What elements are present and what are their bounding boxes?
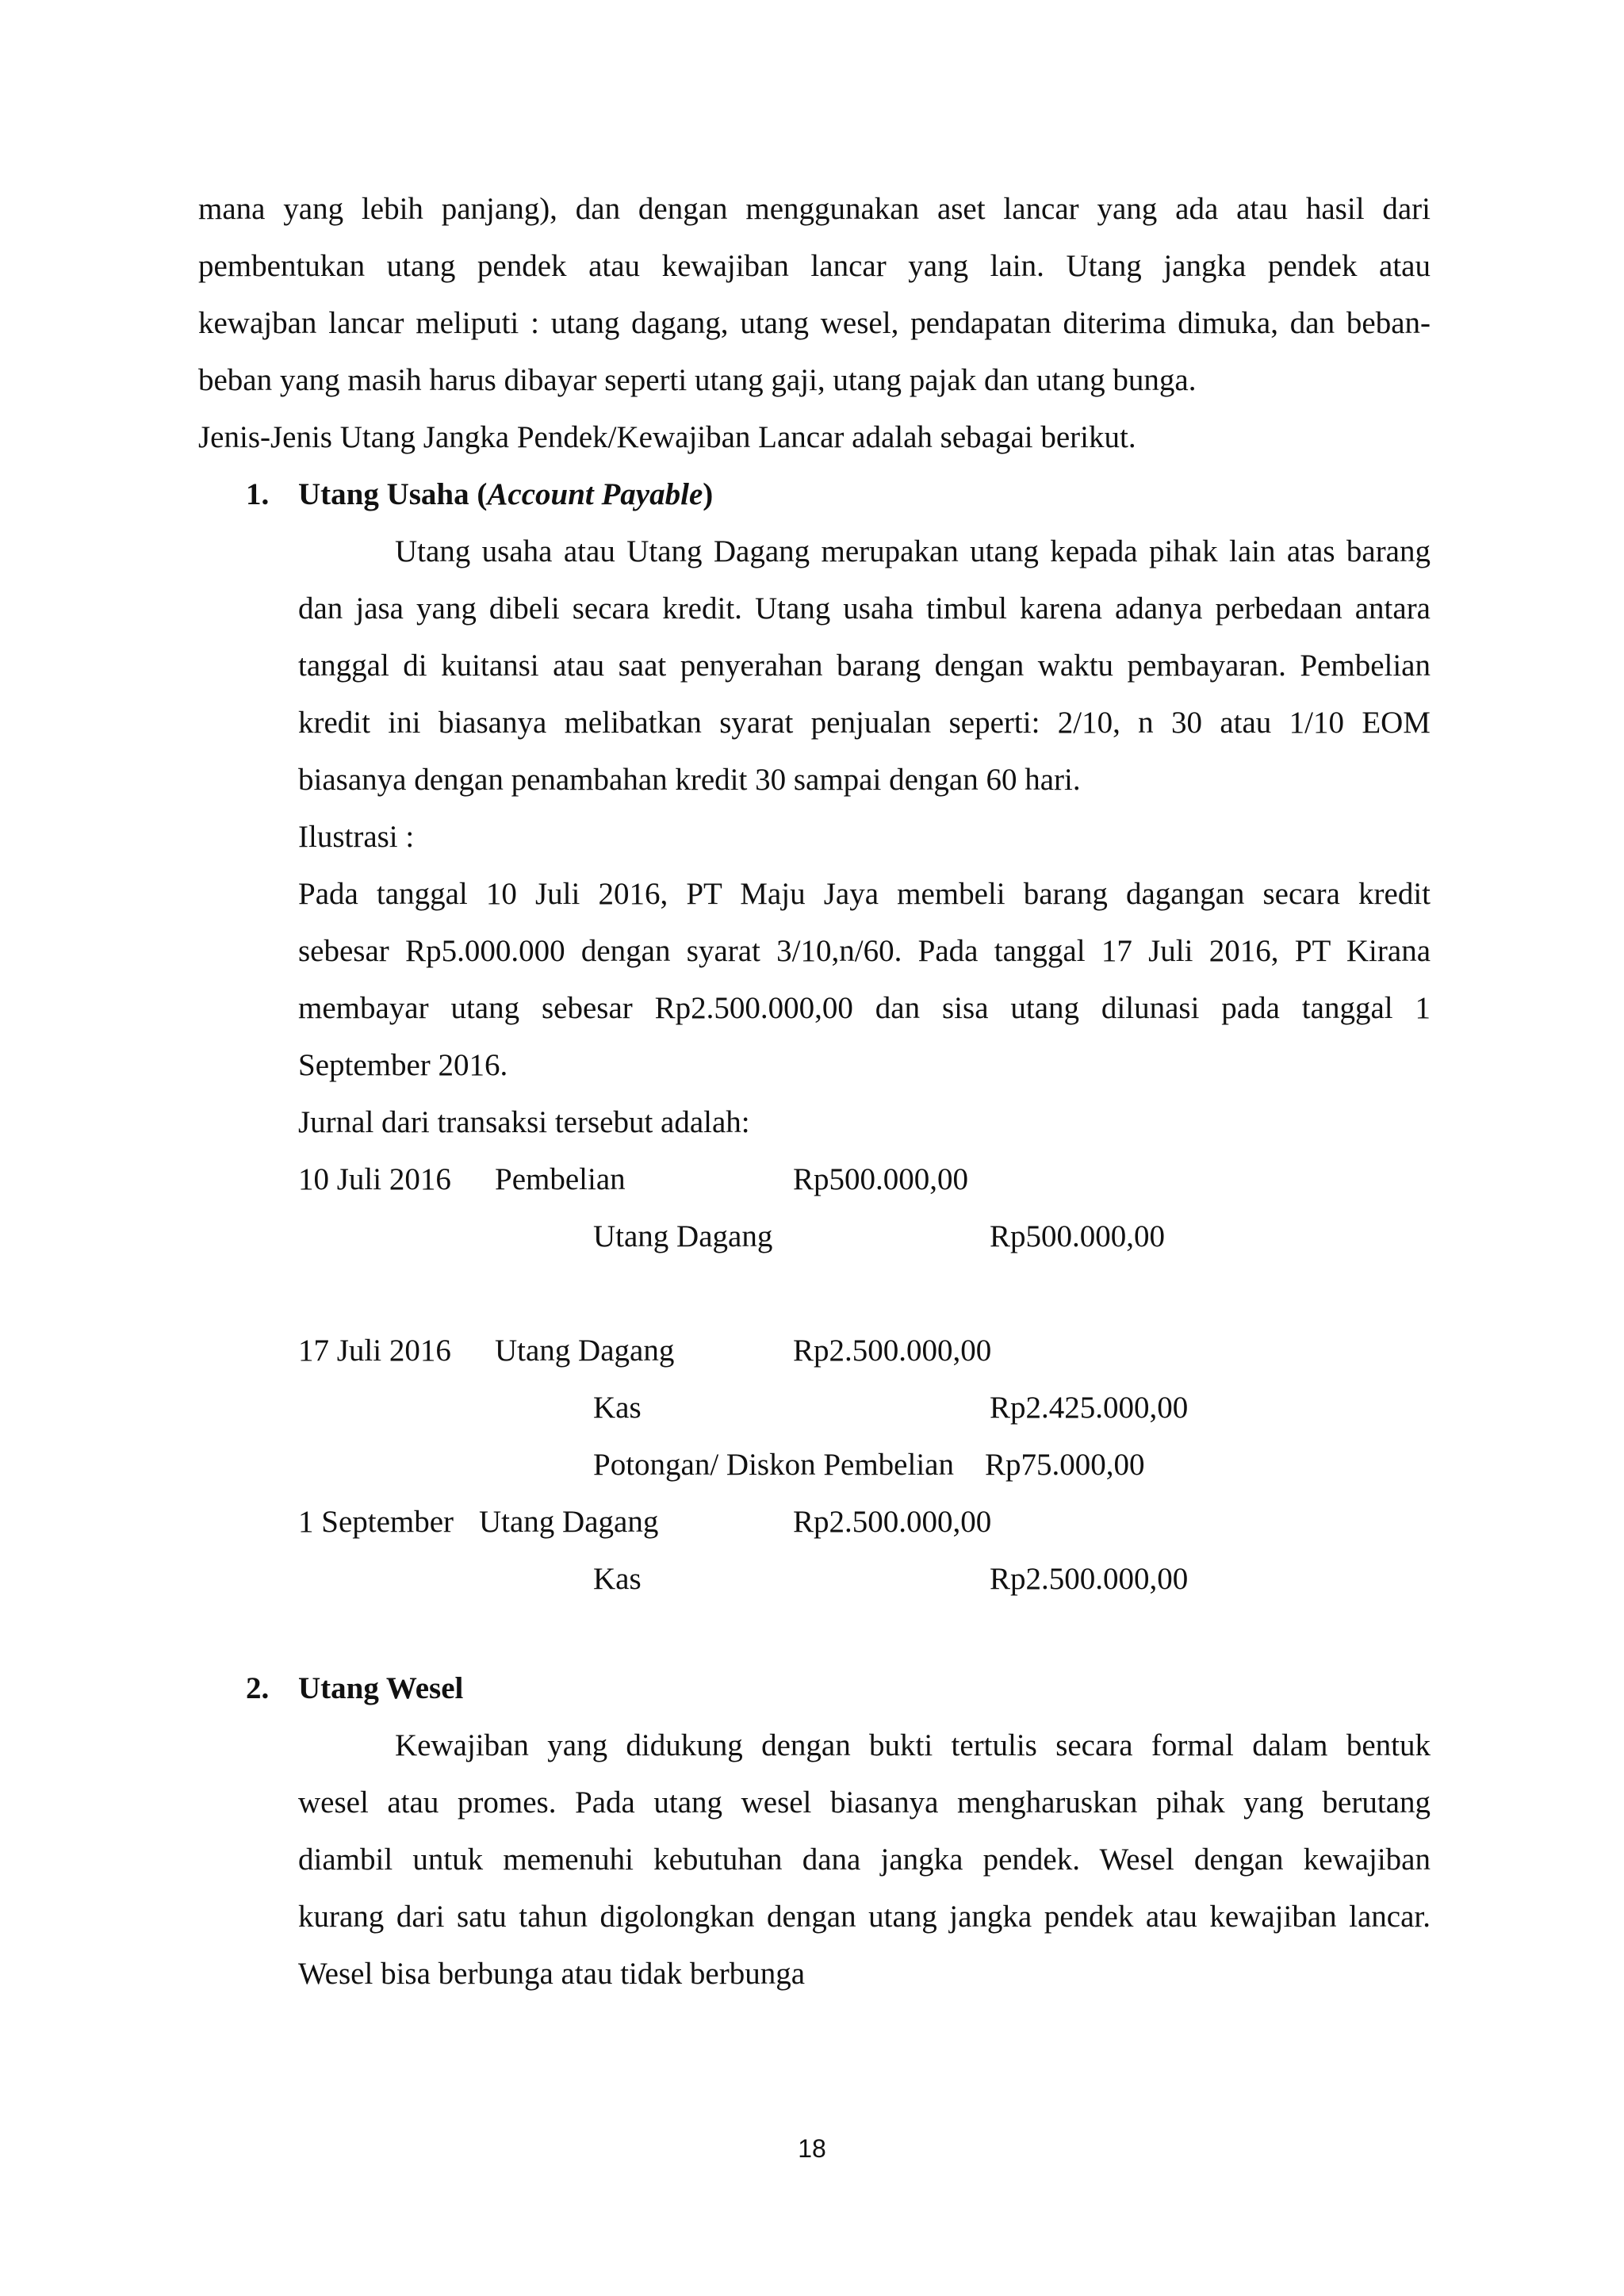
journal-date: 17 Juli 2016 [298,1334,451,1368]
journal-date: 10 Juli 2016 [298,1162,451,1196]
section-number: 2. [246,1671,270,1705]
paragraph-line: September 2016. [298,1048,508,1082]
section-number: 1. [246,477,270,511]
heading-text: ) [703,477,714,511]
paragraph-line: kewajban lancar meliputi : utang dagang, utang wesel, pendapatan diterima dimuka, dan beban- [198,306,1431,340]
paragraph-line: kredit ini biasanya melibatkan syarat penjualan seperti: 2/10, n 30 atau 1/10 EOM [298,706,1431,740]
heading-text: Utang Usaha ( [298,477,488,511]
section-heading: Utang Wesel [298,1671,464,1705]
paragraph-line: pembentukan utang pendek atau kewajiban lancar yang lain. Utang jangka pendek atau [198,249,1431,283]
paragraph-line: beban yang masih harus dibayar seperti utang gaji, utang pajak dan utang bunga. [198,363,1197,397]
paragraph-line: sebesar Rp5.000.000 dengan syarat 3/10,n/60. Pada tanggal 17 Juli 2016, PT Kirana [298,934,1431,968]
journal-account: Kas [593,1391,642,1425]
paragraph-line: Kewajiban yang didukung dengan bukti tertulis secara formal dalam bentuk [395,1728,1431,1762]
journal-credit: Rp75.000,00 [985,1448,1145,1482]
paragraph-line: Wesel bisa berbunga atau tidak berbunga [298,1957,806,1991]
paragraph-line: Utang usaha atau Utang Dagang merupakan utang kepada pihak lain atas barang [395,534,1431,568]
heading-italic-text: Account Payable [487,477,703,511]
journal-date: 1 September [298,1505,454,1539]
journal-account: Utang Dagang [495,1334,675,1368]
paragraph-line: mana yang lebih panjang), dan dengan menggunakan aset lancar yang ada atau hasil dari [198,192,1431,226]
journal-credit: Rp2.500.000,00 [990,1562,1189,1596]
types-intro: Jenis-Jenis Utang Jangka Pendek/Kewajiban Lancar adalah sebagai berikut. [198,420,1136,454]
paragraph-line: tanggal di kuitansi atau saat penyerahan barang dengan waktu pembayaran. Pembelian [298,649,1431,683]
journal-account: Kas [593,1562,642,1596]
page-number: 18 [798,2134,826,2163]
paragraph-line: wesel atau promes. Pada utang wesel biasanya mengharuskan pihak yang berutang [298,1785,1431,1820]
journal-account: Utang Dagang [593,1219,773,1253]
paragraph-line: dan jasa yang dibeli secara kredit. Utang usaha timbul karena adanya perbedaan antara [298,591,1431,626]
paragraph-line: diambil untuk memenuhi kebutuhan dana jangka pendek. Wesel dengan kewajiban [298,1843,1431,1877]
paragraph-line: membayar utang sebesar Rp2.500.000,00 dan sisa utang dilunasi pada tanggal 1 [298,991,1431,1025]
journal-account: Potongan/ Diskon Pembelian [593,1448,954,1482]
illustration-label: Ilustrasi : [298,820,415,854]
journal-debit: Rp2.500.000,00 [793,1505,992,1539]
paragraph-line: Pada tanggal 10 Juli 2016, PT Maju Jaya membeli barang dagangan secara kredit [298,877,1431,911]
journal-account: Utang Dagang [479,1505,659,1539]
journal-intro: Jurnal dari transaksi tersebut adalah: [298,1105,750,1139]
journal-credit: Rp2.425.000,00 [990,1391,1189,1425]
section-heading [298,476,713,514]
journal-credit: Rp500.000,00 [990,1219,1166,1253]
paragraph-line: biasanya dengan penambahan kredit 30 sampai dengan 60 hari. [298,763,1081,797]
journal-debit: Rp500.000,00 [793,1162,969,1196]
journal-account: Pembelian [495,1162,626,1196]
journal-debit: Rp2.500.000,00 [793,1334,992,1368]
paragraph-line: kurang dari satu tahun digolongkan dengan utang jangka pendek atau kewajiban lancar. [298,1900,1431,1934]
